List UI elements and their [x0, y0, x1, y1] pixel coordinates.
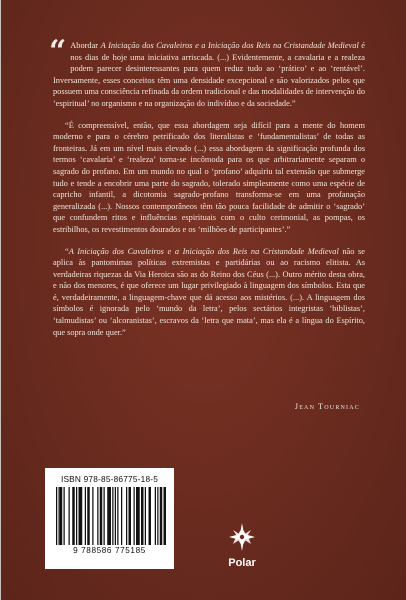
synopsis-text — [49, 34, 365, 348]
barcode-bar — [141, 487, 144, 545]
barcode-bar — [92, 487, 93, 545]
barcode-bar — [59, 487, 62, 545]
paragraph-1-body: é nos dias de hoje uma iniciativa arriscada. (...) Evidentemente, a cavalaria e a realeza podem parecer desinteressantes para quem reduz tudo ao ‘prático’ e ao ‘rentável’. Inversamente, esses conceitos têm uma densidade excepcional e são valorizados pelos que possuem uma consciência refinada da ordem tradicional e das modalidades de intervenção do ‘espiritual’ no organismo e na organização do indivíduo e da sociedade.” — [53, 41, 365, 108]
barcode-box — [45, 468, 174, 569]
barcode-bar — [72, 487, 75, 545]
barcode-bar — [87, 487, 90, 545]
paragraph-2: “É compreensível, então, que essa abordagem seja difícil para a mente do homem moderno e para o cérebro petrificado dos literalistas e ‘fundamentalistas’ de todas as fronteiras. Já em um nível mais elevado (...) essa abordagem da significação profunda dos termos ‘cavalaria’ e ‘realeza’ torna-se incômoda para os que arbitrariamente separam o sagrado do profano. Em um mundo no qual o ‘profano’ adquiriu tal extensão que submerge tudo e tende a encobrir uma parte do sagrado, tolerado simplesmente como uma espécie de capricho infantil, a dicotomia sagrado-profano transforma-se em uma profanação generalizada (...). Nossos contemporâneos têm tão pouca facilidade de admitir o ‘sagrado’ que confundem ritos e influências espirituais com o culto cerimonial, as pompas, os estribilhos, os revestimentos dourados e os ‘milhões de participantes’.” — [53, 120, 365, 234]
barcode-bars — [54, 487, 166, 545]
paragraph-3-quote: “ — [65, 246, 69, 256]
barcode-bar — [76, 487, 77, 545]
paragraph-3 — [53, 246, 365, 339]
author-name: Jean Tourniac — [294, 402, 360, 411]
barcode-bar — [157, 487, 158, 545]
publisher-logo — [220, 522, 264, 569]
barcode-bar — [97, 487, 98, 545]
star-icon — [227, 522, 257, 552]
barcode-bar — [84, 487, 85, 545]
barcode-bar — [126, 487, 127, 545]
isbn-label: ISBN 978-85-86775-18-5 — [60, 474, 159, 484]
publisher-name: Polar — [228, 557, 256, 569]
barcode-bar — [128, 487, 131, 545]
barcode-bar — [112, 487, 113, 545]
barcode-bar — [58, 487, 59, 545]
book-title-italic: A Iniciação dos Cavaleiros e a Iniciação dos Reis na Cristandade Medieval — [100, 41, 359, 50]
barcode-bar — [103, 487, 104, 545]
barcode-bar — [56, 487, 57, 545]
barcode-bar — [148, 487, 151, 545]
barcode-bar — [144, 487, 145, 545]
barcode-bar — [121, 487, 122, 545]
barcode-bar — [163, 487, 166, 545]
barcode-bar — [117, 487, 118, 545]
barcode-bar — [114, 487, 115, 545]
barcode-bar — [159, 487, 162, 545]
paragraph-3-body: não se aplica às pantomimas políticas extremistas e partidárias ou ao racismo elitista. As verdadeiras riquezas da Via Heroica são as do Reino dos Céus (...). Outro mérito desta obra, e não dos menores, é que oferece um lugar privilegiado à linguagem dos símbolos. Esta que é, verdadeiramente, a linguagem-chave que dá acesso aos mistérios. (...). A linguagem dos símbolos é ignorada pelo ‘mundo da letra’, pelos sectários integristas ‘biblistas’, ‘talmudistas’ ou ‘alcoranistas’, escravos da ‘letra que mata’, mas ela é a língua do Espírito, que sopra onde quer.” — [53, 246, 365, 337]
barcode-bar — [63, 487, 64, 545]
barcode-bar — [133, 487, 134, 545]
barcode-bar — [99, 487, 102, 545]
barcode-bar — [78, 487, 82, 545]
barcode-digits: 9 788586 775185 — [73, 546, 146, 555]
barcode-bar — [107, 487, 111, 545]
opening-quote-mark: “ — [49, 34, 67, 69]
book-title-italic-2: A Iniciação dos Cavaleiros e a Iniciação dos Reis na Cristandade Medieval — [68, 246, 339, 256]
paragraph-1-start: Abordar — [70, 41, 101, 50]
barcode-bar — [68, 487, 69, 545]
barcode-bar — [136, 487, 140, 545]
paragraph-1 — [49, 34, 365, 110]
barcode-bar — [154, 487, 155, 545]
